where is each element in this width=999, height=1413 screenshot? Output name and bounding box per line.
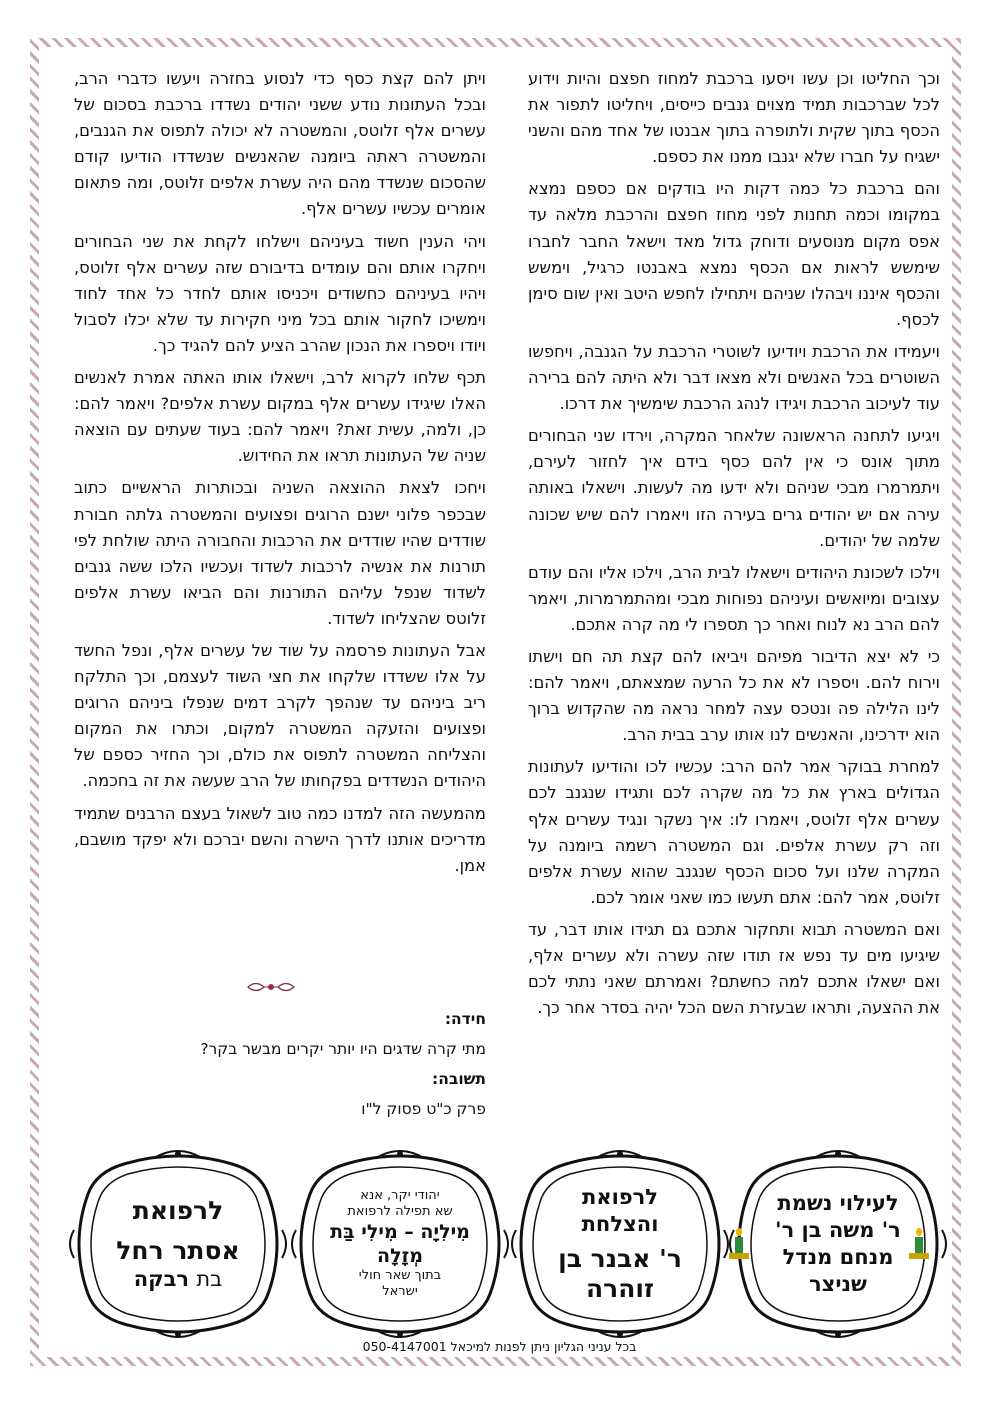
memorial-badge-moshe xyxy=(724,1150,952,1338)
badge-line: ר' אבנר בן xyxy=(558,1244,682,1273)
candle-icon xyxy=(906,1228,932,1262)
badge-small-line: ישראל xyxy=(382,1284,418,1299)
badge-line: זוהרה xyxy=(586,1274,654,1303)
answer-title: תשובה: xyxy=(432,1070,486,1088)
left-column xyxy=(74,66,486,885)
healing-badge-avner xyxy=(506,1150,734,1338)
badge-heading: לרפואת xyxy=(132,1195,224,1225)
badge-line: ר' משה בן ר' xyxy=(775,1218,901,1242)
badge-line: אסתר רחל xyxy=(116,1235,240,1265)
badge-heading: לעילוי נשמת xyxy=(777,1191,899,1215)
paragraph: ויחכו לצאת ההוצאה השניה ובכותרות הראשיים כתוב שבכפר פלוני ישנם הרוגים ופצועים והמשטרה גלתה חבורת שודדים שהיו שודדים את הרכבות והחבורה היתה שולחת לפי תורנות את אנשיה לרכבות לשדוד ועכשיו הלכו ששה גנבים לשדוד שנפל עליהם התורנות והם הביאו עשרת אלפים זלוטס שהצליחו לשדוד. xyxy=(74,478,486,628)
paragraph: וילכו לשכונת היהודים וישאלו לבית הרב, וילכו אליו והם עודם עצובים ומיואשים ועיניהם נפוחות מבכי ומהתמרמרות, ויאמר להם הרב נא לנוח ואחר כך תספרו לי מה קרה אתכם. xyxy=(528,562,940,634)
footer-contact: בכל עניני הגליון ניתן לפנות למיכאל 050-4147001 xyxy=(362,1339,637,1354)
badge-small-line: שא תפילה לרפואת xyxy=(347,1204,453,1219)
paragraph: ויהי הענין חשוד בעיניהם וישלחו לקחת את שני הבחורים ויחקרו אותם והם עומדים בדיבורם שזה עשרים אלף זלוטס, ויהיו בעיניהם כחשודים ויכניסו אותם לחדר כל אחד לחוד וימשיכו לחקור אותם בכל מיני חקירות עד שלא יכלו לסבול ויודו ויספרו את הנכון שהרב הציע להם להגיד כך. xyxy=(74,231,486,355)
badge-line: בת xyxy=(196,1266,223,1291)
paragraph: ויגיעו לתחנה הראשונה שלאחר המקרה, וירדו שני הבחורים מתוך אונס כי אין להם כסף בידם איך לחזור לעירם, ויתמרמרו מבכי שניהם ולא ידעו מה לעשות. וישאלו באותה עירה אם יש יהודים גרים בעירה הזו ויאמרו להם שיש שכונה שלמה של יהודים. xyxy=(528,426,940,550)
paragraph: וכך החליטו וכן עשו ויסעו ברכבת למחוז חפצם והיות וידוע לכל שברכבות תמיד מצוים גנבים כייסים, ויחליטו לתפור את הכסף בתוך שקית ולתופרה בתוך אבנטו של אחד מהם והשני ישגיח על חברו שלא יגנבו ממנו את כספם. xyxy=(528,69,940,167)
healing-badge-miliya xyxy=(286,1150,514,1338)
paragraph: אבל העתונות פרסמה על שוד של עשרים אלף, ונפל החשד על אלו ששדדו שלקחו את חצי השוד לעצמם, וכך התלקח ריב ביניהם עד שנהפך לקרב דמים שנפלו ביניהם הרוגים ופצועים והזעקה המשטרה למקום, וכתרו את המקום והצליחה המשטרה לתפוס את כולם, וכך החזיר כספם של היהודים הנשדדים בפקחותו של הרב שעשה את זה בחכמה. xyxy=(74,640,486,791)
paragraph: ואם המשטרה תבוא ותחקור אתכם גם תגידו אותו דבר, עד שיגיעו מים עד נפש אז תודו שזה עשרה ולא עשרים אלף, ואם ישאלו אתכם למה כחשתם? ואמרתם שאני נתתי לכם את ההצעה, ותראו שבעזרת השם הכל יהיה בסדר אחר כך. xyxy=(528,919,940,1018)
ornament-divider-icon xyxy=(246,978,296,996)
badge-heading: לרפואת xyxy=(581,1185,658,1209)
paragraph: והם ברכבת כל כמה דקות היו בודקים אם כספם נמצא במקומו וכמה תחנות לפני מחוז חפצם והרכבת מלאה עד אפס מקום מנוסעים ודוחק גדול מאד וישאל החבר לחברו שימשש לראות אם הכסף נמצא באבנטו כרגיל, וימשש והכסף איננו ויבהלו שניהם ויתחילו לחפש היטב ואין שום סימן לכסף. xyxy=(528,179,940,329)
paragraph: למחרת בבוקר אמר להם הרב: עכשיו לכו והודיעו לעתונות הגדולים בארץ את כל מה שקרה לכם ותגידו שנגנב לכם עשרים אלף זלוטס, ויאמרו לו: איך נשקר ונגיד עשרים אלף וזה רק עשרת אלפים. וגם המשטרה רשמה ביומנה על המקרה שלנו ועל סכום הכסף שנגנב שהוא עשרת אלפים זלוטס, אמר להם: אתם תעשו כמו שאני אומר לכם. xyxy=(528,757,940,907)
paragraph: תכף שלחו לקרוא לרב, וישאלו אותו האתה אמרת לאנשים האלו שיגידו עשרים אלף במקום עשרת אלפים? ויאמר להם: כן, ולמה, עשית זאת? ויאמר להם: בעוד שעתים עם הוצאה שניה של העתונות תראו את החידוש. xyxy=(74,368,486,466)
paragraph: כי לא יצא הדיבור מפיהם ויביאו להם קצת תה חם וישתו וירוח להם. ויספרו לא את כל הרעה שמצאתם, ויאמר להם: לינו הלילה פה ונטכס עצה למחר נראה מה שהקדוש ברוך הוא ידרכינו, והאנשים לנו אותו ערב בבית הרב. xyxy=(528,646,940,745)
badge-line: והצלחת xyxy=(581,1212,659,1236)
right-column xyxy=(528,66,940,1027)
paragraph: ויעמידו את הרכבת ויודיעו לשוטרי הרכבת על הגנבה, ויחפשו השוטרים בכל האנשים ולא מצאו דבר ולא היתה להם ברירה עוד לעיכוב הרכבת ויגידו לנהג הרכבת שימשיך את דרכו. xyxy=(528,341,940,414)
badge-line: מְזָלָה xyxy=(377,1245,423,1267)
riddle-answer: פרק כ"ט פסוק ל"ו xyxy=(361,1100,486,1118)
badge-line: שניצר xyxy=(809,1272,867,1296)
badge-line: מִילִיָה – מִילִי בַּת xyxy=(330,1221,470,1243)
badge-small-line: יהודי יקר, אנא xyxy=(360,1188,440,1203)
riddle-question: מתי קרה שדגים היו יותר יקרים מבשר בקר? xyxy=(200,1040,486,1058)
riddle-title: חידה: xyxy=(444,1010,486,1028)
healing-badge-esther xyxy=(64,1150,292,1338)
riddle-section xyxy=(74,1004,486,1124)
badge-line: מנחם מנדל xyxy=(782,1245,894,1269)
badge-line: רבקה xyxy=(133,1266,190,1291)
badge-small-line: בתוך שאר חולי xyxy=(358,1268,442,1283)
paragraph: ויתן להם קצת כסף כדי לנסוע בחזרה ויעשו כדברי הרב, ובכל העתונות נודע ששני יהודים נשדדו ברכבת בסכום של עשרים אלף זלוטס, והמשטרה לא יכולה לתפוס את הגנבים, והמשטרה ראתה ביומנה שהאנשים שנשדדו הודיעו קודם שהסכום שנשדד מהם היה עשרת אלפים זלוטס, ומה פתאום אומרים עכשיו עשרים אלף. xyxy=(74,69,486,219)
paragraph: מהמעשה הזה למדנו כמה טוב לשאול בעצם הרבנים שתמיד מדריכים אותנו לדרך הישרה והשם יברכם ולא יפקד מושבם, אמן. xyxy=(74,803,486,875)
